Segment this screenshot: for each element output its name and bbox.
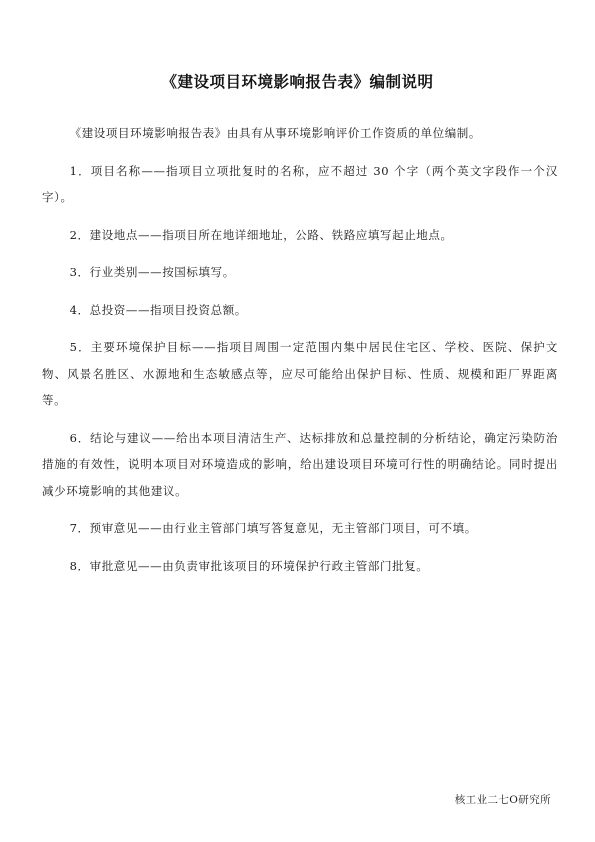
item-approval-opinion: 8．审批意见——由负责审批该项目的环境保护行政主管部门批复。 (69, 558, 429, 573)
page-title: 《建设项目环境影响报告表》编制说明 (161, 73, 434, 91)
intro-paragraph: 《建设项目环境影响报告表》由具有从事环境影响评价工作资质的单位编制。 (69, 126, 481, 140)
item-preliminary-review: 7．预审意见——由行业主管部门填写答复意见，无主管部门项目，可不填。 (69, 521, 477, 535)
item-construction-site: 2．建设地点——指项目所在地详细地址，公路、铁路应填写起止地点。 (69, 227, 453, 242)
footer-organization: 核工业二七O研究所 (454, 794, 551, 806)
document-body (42, 120, 558, 590)
item-project-name: 1．项目名称——指项目立项批复时的名称，应不超过 30 个字（两个英文字段作一个汉字）。 (42, 163, 558, 204)
item-protection-targets: 5．主要环境保护目标——指项目周围一定范围内集中居民住宅区、学校、医院、保护文物、风景名胜区、水源地和生态敏感点等，应尽可能给出保护目标、性质、规模和距厂界距离等。 (42, 340, 558, 407)
item-conclusions: 6．结论与建议——给出本项目清洁生产、达标排放和总量控制的分析结论，确定污染防治措施的有效性，说明本项目对环境造成的影响，给出建设项目环境可行性的明确结论。同时提出减少环境影响的其他建议。 (42, 430, 558, 498)
item-industry-category: 3．行业类别——按国标填写。 (69, 265, 235, 279)
item-total-investment: 4．总投资——指项目投资总额。 (69, 302, 247, 317)
